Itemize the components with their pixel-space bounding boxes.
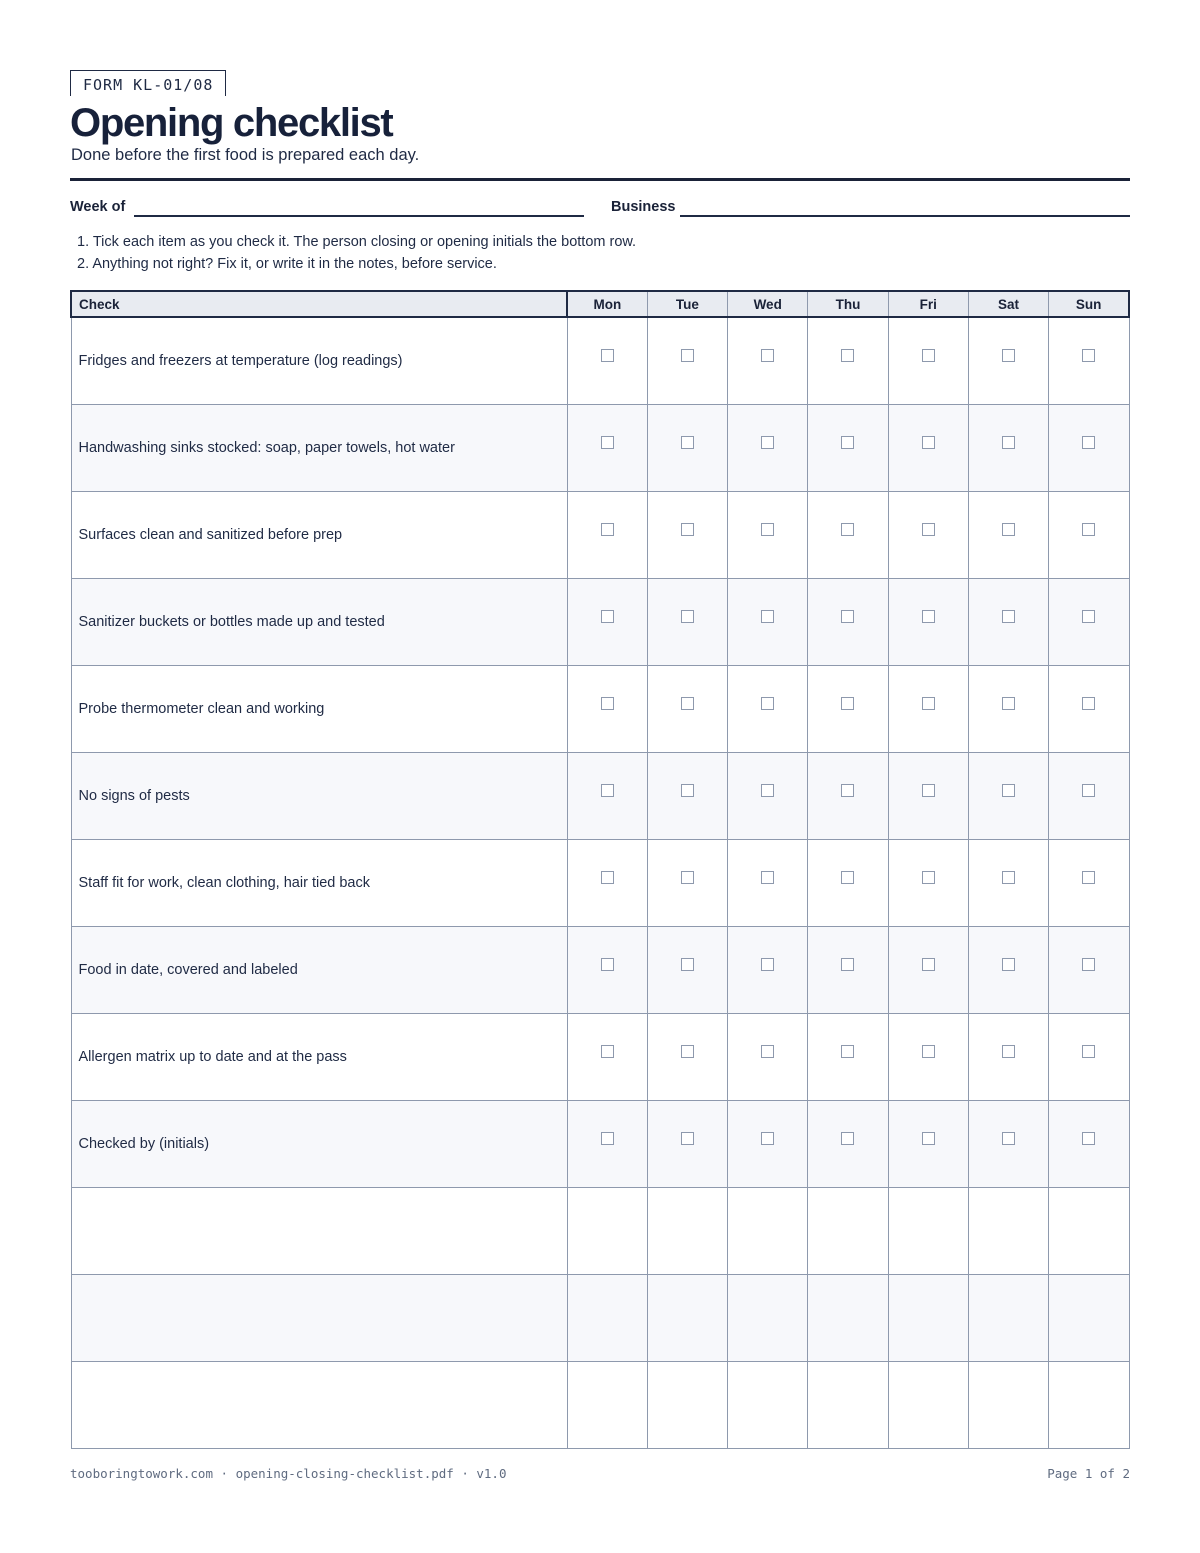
day-cell: [888, 840, 968, 927]
day-cell: [968, 405, 1048, 492]
table-row: [71, 927, 1129, 1014]
tick-checkbox[interactable]: [1002, 1045, 1015, 1058]
day-cell: [888, 1014, 968, 1101]
tick-checkbox[interactable]: [1082, 349, 1095, 362]
page-subtitle: Done before the first food is prepared each day.: [71, 146, 420, 164]
table-header-row: [71, 291, 1129, 317]
tick-checkbox[interactable]: [1082, 1132, 1095, 1145]
day-cell: [808, 579, 888, 666]
blank-day-cell[interactable]: [728, 1362, 808, 1449]
check-item-label: Probe thermometer clean and working: [71, 666, 567, 753]
column-header-day: Sun: [1049, 291, 1129, 317]
blank-day-cell[interactable]: [968, 1188, 1048, 1275]
tick-checkbox[interactable]: [681, 523, 694, 536]
instruction-item: 1. Tick each item as you check it. The person closing or opening initials the bottom row.: [77, 234, 637, 250]
day-cell: [728, 492, 808, 579]
day-cell: [647, 492, 727, 579]
tick-checkbox[interactable]: [922, 871, 935, 884]
day-cell: [647, 927, 727, 1014]
week-of-label: Week of: [70, 199, 126, 215]
check-item-label: Staff fit for work, clean clothing, hair tied back: [71, 840, 567, 927]
day-cell: [888, 317, 968, 405]
tick-checkbox[interactable]: [841, 958, 854, 971]
tick-checkbox[interactable]: [681, 871, 694, 884]
tick-checkbox[interactable]: [841, 1132, 854, 1145]
table-row: [71, 579, 1129, 666]
blank-day-cell[interactable]: [888, 1362, 968, 1449]
day-cell: [1049, 927, 1129, 1014]
tick-checkbox[interactable]: [761, 610, 774, 623]
tick-checkbox[interactable]: [1082, 784, 1095, 797]
tick-checkbox[interactable]: [761, 1132, 774, 1145]
day-cell: [888, 927, 968, 1014]
check-item-label: Handwashing sinks stocked: soap, paper towels, hot water: [71, 405, 567, 492]
instruction-item: 2. Anything not right? Fix it, or write it in the notes, before service.: [77, 256, 497, 272]
day-cell: [888, 492, 968, 579]
tick-checkbox[interactable]: [1002, 784, 1015, 797]
day-cell: [808, 840, 888, 927]
tick-checkbox[interactable]: [601, 1045, 614, 1058]
day-cell: [808, 927, 888, 1014]
blank-row: [71, 1188, 1129, 1275]
tick-checkbox[interactable]: [841, 523, 854, 536]
day-cell: [567, 840, 647, 927]
tick-checkbox[interactable]: [1002, 697, 1015, 710]
day-cell: [968, 1101, 1048, 1188]
tick-checkbox[interactable]: [601, 523, 614, 536]
blank-day-cell[interactable]: [808, 1275, 888, 1362]
tick-checkbox[interactable]: [1002, 958, 1015, 971]
form-code: FORM KL-01/08: [70, 70, 226, 96]
column-header-check: Check: [71, 291, 567, 317]
day-cell: [1049, 1101, 1129, 1188]
day-cell: [808, 1101, 888, 1188]
checklist-table: [70, 290, 1130, 1449]
day-cell: [1049, 579, 1129, 666]
check-item-label: Fridges and freezers at temperature (log readings): [71, 317, 567, 405]
footer-source: tooboringtowork.com · opening-closing-checklist.pdf · v1.0: [70, 1466, 507, 1481]
tick-checkbox[interactable]: [922, 1132, 935, 1145]
tick-checkbox[interactable]: [922, 436, 935, 449]
tick-checkbox[interactable]: [1002, 523, 1015, 536]
tick-checkbox[interactable]: [1082, 871, 1095, 884]
check-item-label: No signs of pests: [71, 753, 567, 840]
table-row: [71, 840, 1129, 927]
table-row: [71, 1014, 1129, 1101]
check-item-label: Sanitizer buckets or bottles made up and tested: [71, 579, 567, 666]
blank-day-cell[interactable]: [647, 1362, 727, 1449]
tick-checkbox[interactable]: [761, 697, 774, 710]
column-header-day: Mon: [567, 291, 647, 317]
day-cell: [968, 666, 1048, 753]
table-row: [71, 1101, 1129, 1188]
blank-day-cell[interactable]: [647, 1275, 727, 1362]
column-header-day: Tue: [647, 291, 727, 317]
tick-checkbox[interactable]: [761, 436, 774, 449]
tick-checkbox[interactable]: [681, 349, 694, 362]
day-cell: [567, 927, 647, 1014]
check-item-label: Surfaces clean and sanitized before prep: [71, 492, 567, 579]
tick-checkbox[interactable]: [922, 1045, 935, 1058]
footer-page-number: Page 1 of 2: [1047, 1466, 1130, 1481]
blank-day-cell[interactable]: [1049, 1362, 1129, 1449]
tick-checkbox[interactable]: [681, 784, 694, 797]
blank-day-cell[interactable]: [968, 1275, 1048, 1362]
day-cell: [968, 492, 1048, 579]
blank-day-cell[interactable]: [567, 1188, 647, 1275]
instructions: [77, 231, 636, 275]
tick-checkbox[interactable]: [922, 697, 935, 710]
tick-checkbox[interactable]: [922, 784, 935, 797]
blank-item-cell[interactable]: [71, 1275, 567, 1362]
day-cell: [808, 405, 888, 492]
column-header-day: Fri: [888, 291, 968, 317]
day-cell: [567, 405, 647, 492]
column-header-day: Thu: [808, 291, 888, 317]
blank-day-cell[interactable]: [728, 1188, 808, 1275]
day-cell: [968, 840, 1048, 927]
tick-checkbox[interactable]: [601, 871, 614, 884]
day-cell: [968, 753, 1048, 840]
day-cell: [888, 753, 968, 840]
day-cell: [1049, 1014, 1129, 1101]
day-cell: [888, 579, 968, 666]
day-cell: [647, 317, 727, 405]
day-cell: [728, 1101, 808, 1188]
title-divider: [70, 178, 1130, 181]
day-cell: [808, 317, 888, 405]
tick-checkbox[interactable]: [681, 958, 694, 971]
tick-checkbox[interactable]: [601, 784, 614, 797]
tick-checkbox[interactable]: [841, 784, 854, 797]
day-cell: [728, 579, 808, 666]
business-label: Business: [611, 199, 676, 215]
day-cell: [1049, 317, 1129, 405]
day-cell: [728, 753, 808, 840]
tick-checkbox[interactable]: [681, 1132, 694, 1145]
day-cell: [808, 666, 888, 753]
blank-day-cell[interactable]: [888, 1275, 968, 1362]
day-cell: [968, 1014, 1048, 1101]
blank-day-cell[interactable]: [888, 1188, 968, 1275]
day-cell: [888, 1101, 968, 1188]
blank-day-cell[interactable]: [728, 1275, 808, 1362]
blank-day-cell[interactable]: [1049, 1188, 1129, 1275]
tick-checkbox[interactable]: [1002, 871, 1015, 884]
tick-checkbox[interactable]: [601, 349, 614, 362]
tick-checkbox[interactable]: [1002, 1132, 1015, 1145]
tick-checkbox[interactable]: [1082, 436, 1095, 449]
tick-checkbox[interactable]: [1002, 436, 1015, 449]
day-cell: [567, 1101, 647, 1188]
tick-checkbox[interactable]: [601, 697, 614, 710]
tick-checkbox[interactable]: [761, 1045, 774, 1058]
blank-day-cell[interactable]: [808, 1188, 888, 1275]
tick-checkbox[interactable]: [681, 1045, 694, 1058]
tick-checkbox[interactable]: [922, 958, 935, 971]
day-cell: [808, 492, 888, 579]
tick-checkbox[interactable]: [681, 436, 694, 449]
day-cell: [728, 666, 808, 753]
tick-checkbox[interactable]: [1082, 958, 1095, 971]
tick-checkbox[interactable]: [841, 871, 854, 884]
check-item-label: Food in date, covered and labeled: [71, 927, 567, 1014]
blank-day-cell[interactable]: [567, 1362, 647, 1449]
day-cell: [808, 1014, 888, 1101]
blank-item-cell[interactable]: [71, 1362, 567, 1449]
table-row: [71, 317, 1129, 405]
tick-checkbox[interactable]: [841, 349, 854, 362]
day-cell: [728, 405, 808, 492]
day-cell: [728, 840, 808, 927]
day-cell: [968, 317, 1048, 405]
blank-row: [71, 1362, 1129, 1449]
table-body: [71, 317, 1129, 1449]
tick-checkbox[interactable]: [1002, 610, 1015, 623]
day-cell: [888, 405, 968, 492]
day-cell: [647, 666, 727, 753]
tick-checkbox[interactable]: [1082, 610, 1095, 623]
day-cell: [647, 579, 727, 666]
day-cell: [728, 317, 808, 405]
tick-checkbox[interactable]: [841, 1045, 854, 1058]
blank-day-cell[interactable]: [647, 1188, 727, 1275]
business-field[interactable]: [680, 215, 1130, 217]
tick-checkbox[interactable]: [841, 610, 854, 623]
check-item-label: Allergen matrix up to date and at the pass: [71, 1014, 567, 1101]
day-cell: [1049, 492, 1129, 579]
day-cell: [647, 405, 727, 492]
tick-checkbox[interactable]: [841, 697, 854, 710]
tick-checkbox[interactable]: [761, 523, 774, 536]
blank-day-cell[interactable]: [567, 1275, 647, 1362]
table-row: [71, 492, 1129, 579]
tick-checkbox[interactable]: [1002, 349, 1015, 362]
day-cell: [728, 927, 808, 1014]
tick-checkbox[interactable]: [1082, 523, 1095, 536]
day-cell: [647, 753, 727, 840]
tick-checkbox[interactable]: [1082, 697, 1095, 710]
day-cell: [888, 666, 968, 753]
tick-checkbox[interactable]: [681, 697, 694, 710]
tick-checkbox[interactable]: [761, 871, 774, 884]
day-cell: [1049, 753, 1129, 840]
day-cell: [567, 1014, 647, 1101]
tick-checkbox[interactable]: [681, 610, 694, 623]
tick-checkbox[interactable]: [761, 784, 774, 797]
tick-checkbox[interactable]: [922, 523, 935, 536]
tick-checkbox[interactable]: [761, 349, 774, 362]
day-cell: [728, 1014, 808, 1101]
day-cell: [1049, 666, 1129, 753]
tick-checkbox[interactable]: [601, 1132, 614, 1145]
tick-checkbox[interactable]: [922, 349, 935, 362]
tick-checkbox[interactable]: [601, 958, 614, 971]
blank-item-cell[interactable]: [71, 1188, 567, 1275]
table-row: [71, 666, 1129, 753]
day-cell: [1049, 405, 1129, 492]
table-row: [71, 405, 1129, 492]
week-of-field[interactable]: [134, 215, 584, 217]
page-title: Opening checklist: [70, 101, 393, 145]
column-header-day: Sat: [968, 291, 1048, 317]
day-cell: [567, 753, 647, 840]
day-cell: [808, 753, 888, 840]
tick-checkbox[interactable]: [922, 610, 935, 623]
check-item-label: Checked by (initials): [71, 1101, 567, 1188]
table-row: [71, 753, 1129, 840]
day-cell: [968, 579, 1048, 666]
tick-checkbox[interactable]: [1082, 1045, 1095, 1058]
day-cell: [567, 579, 647, 666]
day-cell: [567, 317, 647, 405]
tick-checkbox[interactable]: [841, 436, 854, 449]
column-header-day: Wed: [728, 291, 808, 317]
day-cell: [567, 666, 647, 753]
day-cell: [968, 927, 1048, 1014]
tick-checkbox[interactable]: [601, 436, 614, 449]
day-cell: [567, 492, 647, 579]
blank-day-cell[interactable]: [808, 1362, 888, 1449]
blank-day-cell[interactable]: [968, 1362, 1048, 1449]
day-cell: [647, 840, 727, 927]
day-cell: [647, 1101, 727, 1188]
day-cell: [1049, 840, 1129, 927]
blank-day-cell[interactable]: [1049, 1275, 1129, 1362]
tick-checkbox[interactable]: [601, 610, 614, 623]
day-cell: [647, 1014, 727, 1101]
tick-checkbox[interactable]: [761, 958, 774, 971]
blank-row: [71, 1275, 1129, 1362]
